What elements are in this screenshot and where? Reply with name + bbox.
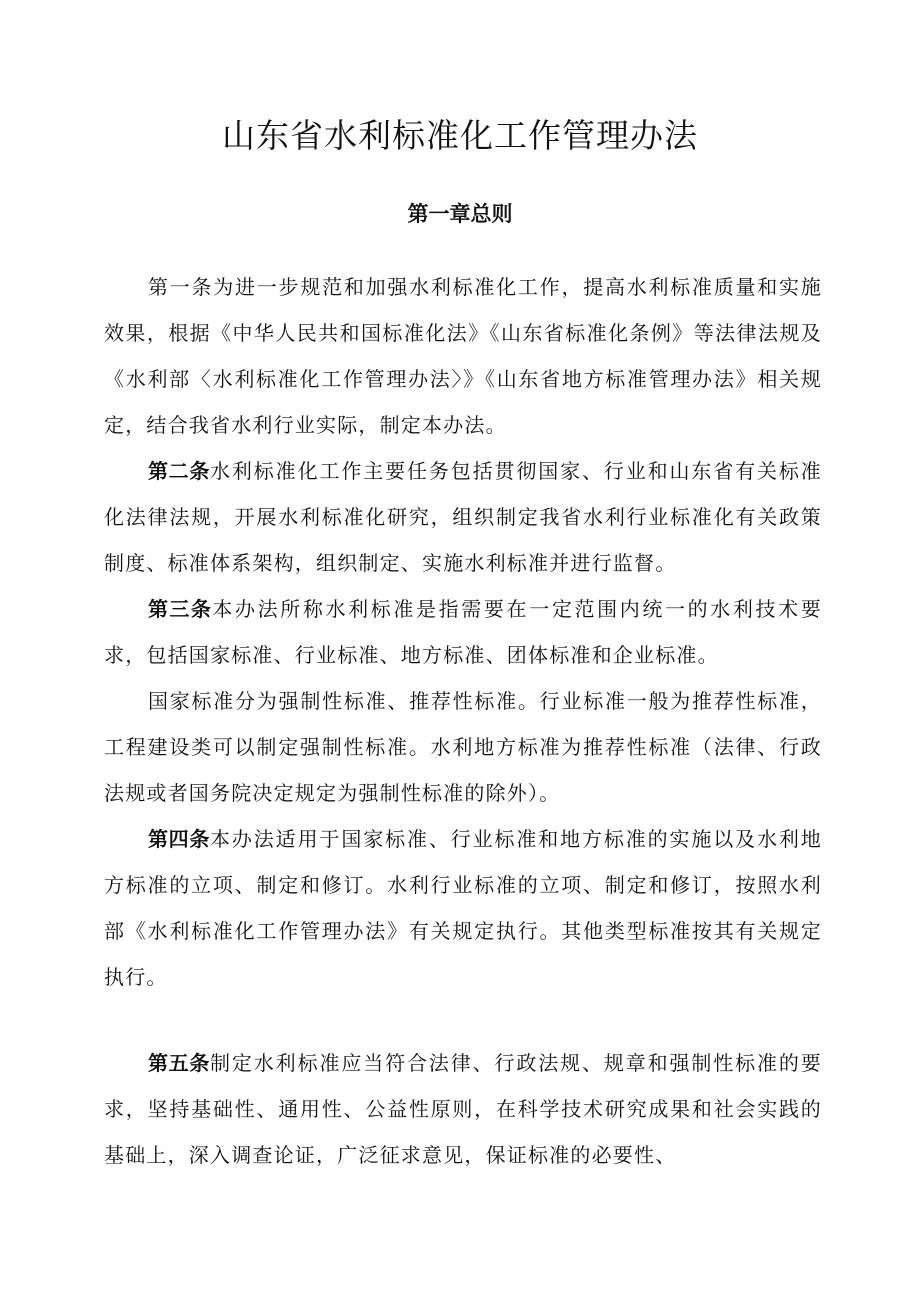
paragraph-text: 制定水利标准应当符合法律、行政法规、规章和强制性标准的要求，坚持基础性、通用性、公益性原则，在科学技术研究成果和社会实践的基础上，深入调查论证，广泛征求意见，保证标准的必要性、 bbox=[104, 1051, 822, 1167]
article-5-paragraph bbox=[104, 1040, 822, 1178]
paragraph-text: 国家标准分为强制性标准、推荐性标准。行业标准一般为推荐性标准，工程建设类可以制定强制性标准。水利地方标准为推荐性标准（法律、行政法规或者国务院决定规定为强制性标准的除外）。 bbox=[104, 689, 822, 805]
document-title: 山东省水利标准化工作管理办法 bbox=[222, 116, 698, 155]
chapter-heading: 第一章总则 bbox=[407, 202, 513, 226]
article-3-continuation-paragraph bbox=[104, 678, 822, 816]
paragraph-text: 本办法适用于国家标准、行业标准和地方标准的实施以及水利地方标准的立项、制定和修订。水利行业标准的立项、制定和修订，按照水利部《水利标准化工作管理办法》有关规定执行。其他类型标准按其有关规定执行。 bbox=[104, 827, 822, 989]
article-1-paragraph bbox=[104, 264, 822, 448]
article-label: 第二条 bbox=[148, 459, 211, 483]
article-4-paragraph bbox=[104, 816, 822, 1000]
article-label: 第五条 bbox=[148, 1051, 211, 1075]
article-3-paragraph bbox=[104, 586, 822, 678]
paragraph-text: 水利标准化工作主要任务包括贯彻国家、行业和山东省有关标准化法律法规，开展水利标准化研究，组织制定我省水利行业标准化有关政策制度、标准体系架构，组织制定、实施水利标准并进行监督。 bbox=[104, 459, 822, 575]
article-label: 第三条 bbox=[148, 597, 213, 621]
article-2-paragraph bbox=[104, 448, 822, 586]
article-label: 第四条 bbox=[148, 827, 211, 851]
document-body bbox=[104, 264, 822, 1178]
paragraph-text: 本办法所称水利标准是指需要在一定范围内统一的水利技术要求，包括国家标准、行业标准、地方标准、团体标准和企业标准。 bbox=[104, 597, 823, 667]
paragraph-text: 第一条为进一步规范和加强水利标准化工作，提高水利标准质量和实施效果，根据《中华人民共和国标准化法》《山东省标准化条例》等法律法规及《水利部〈水利标准化工作管理办法〉》《山东省地方标准管理办法》相关规定，结合我省水利行业实际，制定本办法。 bbox=[104, 275, 822, 437]
